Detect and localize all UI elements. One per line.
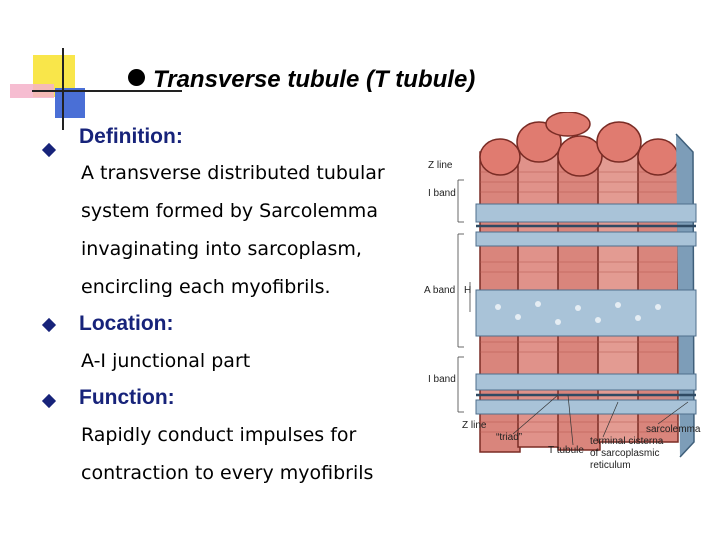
function-line: Rapidly conduct impulses for bbox=[81, 424, 357, 446]
definition-line: A transverse distributed tubular bbox=[81, 162, 385, 184]
definition-line: encircling each myofibrils. bbox=[81, 276, 331, 298]
label-z-line-top: Z line bbox=[428, 160, 453, 171]
myofibril-illustration bbox=[418, 112, 714, 477]
diamond-bullet-icon bbox=[42, 318, 56, 332]
function-line: contraction to every myofibrils bbox=[81, 462, 374, 484]
title-bullet-icon bbox=[128, 69, 145, 86]
band-brackets bbox=[458, 180, 470, 412]
slide-title bbox=[128, 66, 475, 94]
decor-vertical-line bbox=[62, 48, 64, 130]
label-i-band-top: I band bbox=[428, 188, 456, 199]
label-i-band-bottom: I band bbox=[428, 374, 456, 385]
location-heading: Location: bbox=[79, 312, 174, 335]
definition-line: invaginating into sarcoplasm, bbox=[81, 238, 362, 260]
label-t-tubule: T tubule bbox=[548, 445, 584, 456]
fiber-end-caps bbox=[480, 112, 678, 176]
sarcoplasmic-reticulum bbox=[476, 204, 696, 414]
function-heading: Function: bbox=[79, 386, 175, 409]
label-a-band: A band bbox=[424, 285, 456, 296]
decor-blue-square bbox=[55, 88, 85, 118]
diamond-bullet-icon bbox=[42, 394, 56, 408]
label-terminal-cisterna: reticulum bbox=[590, 460, 631, 471]
location-line: A-I junctional part bbox=[81, 350, 251, 372]
definition-line: system formed by Sarcolemma bbox=[81, 200, 378, 222]
label-h: H bbox=[464, 285, 472, 296]
label-triad: “triad” bbox=[496, 432, 523, 443]
label-z-line-bottom: Z line bbox=[462, 420, 487, 431]
definition-heading: Definition: bbox=[79, 125, 183, 148]
diamond-bullet-icon bbox=[42, 143, 56, 157]
slide-title-text: Transverse tubule (T tubule) bbox=[153, 66, 476, 93]
label-sarcolemma: sarcolemma bbox=[646, 424, 701, 435]
label-terminal-cisterna: terminal cisterna bbox=[590, 436, 664, 447]
label-terminal-cisterna: of sarcoplasmic bbox=[590, 448, 660, 459]
myofibril-diagram bbox=[418, 112, 714, 477]
